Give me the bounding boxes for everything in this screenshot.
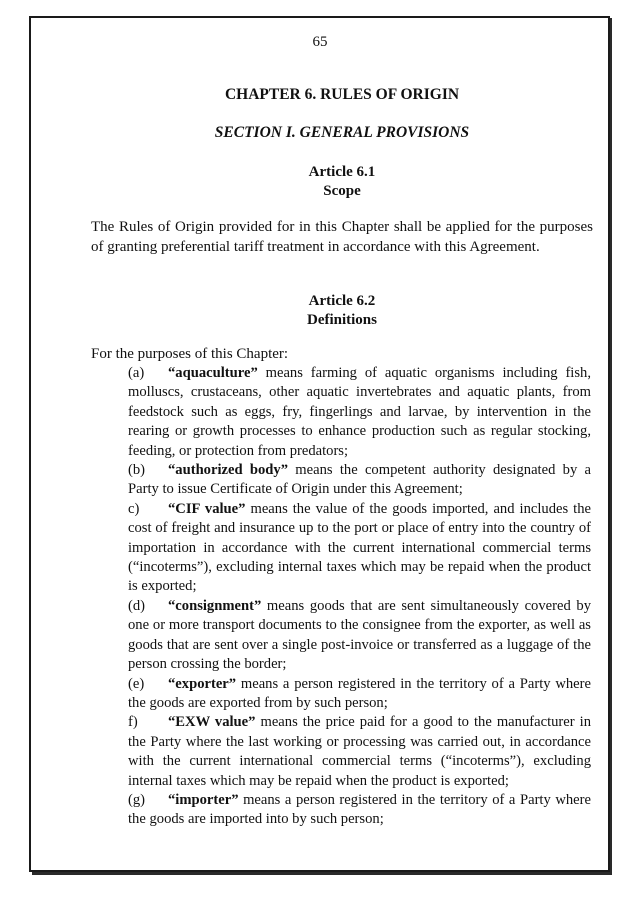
definition-letter: (g) (128, 791, 146, 808)
page-number: 65 (312, 34, 328, 50)
definition-letter: (a) (128, 365, 145, 381)
article-6-1-heading (0, 163, 640, 201)
definition-term: “EXW value” (168, 714, 256, 731)
page-border-shadow-bottom (32, 872, 612, 875)
definition-item (128, 791, 591, 830)
definition-term: “consignment” (168, 597, 262, 614)
definitions-list (128, 364, 591, 830)
definition-item (128, 500, 591, 597)
definition-item (128, 364, 591, 461)
definition-term: “exporter” (168, 675, 237, 692)
definition-term: “aquaculture” (168, 365, 258, 381)
definitions-intro: For the purposes of this Chapter: (91, 346, 289, 362)
article-number: Article 6.1 (308, 164, 376, 180)
definition-letter: (e) (128, 675, 145, 692)
definition-text: means a person registered in the territory of a Party where the goods are exported from by such person; (128, 675, 591, 711)
definition-text: means the competent authority designated by a Party to issue Certificate of Origin under this Agreement; (128, 462, 592, 498)
chapter-title: CHAPTER 6. RULES OF ORIGIN (224, 86, 460, 103)
page-border-shadow-right (610, 18, 612, 875)
definition-item (128, 713, 591, 791)
definition-term: “importer” (168, 791, 239, 808)
definition-letter: f) (128, 714, 138, 731)
article-6-1-body: The Rules of Origin provided for in this Chapter shall be applied for the purposes of granting preferential tariff treatment in accordance with this Agreement. (91, 219, 593, 255)
definition-item (128, 597, 591, 675)
definition-letter: c) (128, 500, 140, 517)
definition-text: means a person registered in the territory of a Party where the goods are imported into by such person; (128, 791, 591, 828)
definition-item (128, 675, 591, 714)
definition-letter: (d) (128, 597, 146, 614)
definition-text: means farming of aquatic organisms including fish, molluscs, crustaceans, other aquatic invertebrates and aquatic plants, from feedstock such as eggs, fry, fingerlings and larvae, by intervention in the rearing or growth processes to enhance production such as regular stocking, feeding, or protection from predators; (128, 365, 591, 459)
definition-letter: (b) (128, 462, 146, 479)
article-6-2-heading (0, 292, 640, 330)
article-title: Definitions (306, 312, 377, 328)
definition-term: “authorized body” (168, 462, 288, 479)
definition-text: means the value of the goods imported, and includes the cost of freight and insurance up to the port or place of entry into the country of importation in accordance with the current international commercial terms (“incoterms”), excluding internal taxes which may be repaid when the product is exported; (128, 500, 591, 595)
definition-text: means goods that are sent simultaneously covered by one or more transport documents to the consignee from the exporter, as well as goods that are sent over a single post-invoice or transferred as a luggage of the person crossing the border; (128, 597, 591, 673)
section-title: SECTION I. GENERAL PROVISIONS (214, 124, 470, 141)
definition-item (128, 461, 591, 500)
definition-text: means the price paid for a good to the manufacturer in the Party where the last working or processing was carried out, in accordance with the current international commercial terms (“incoterms”), excluding internal taxes which may be repaid when the product is exported; (128, 714, 591, 789)
article-number: Article 6.2 (308, 293, 376, 309)
definition-term: “CIF value” (168, 500, 246, 517)
article-title: Scope (323, 183, 361, 199)
